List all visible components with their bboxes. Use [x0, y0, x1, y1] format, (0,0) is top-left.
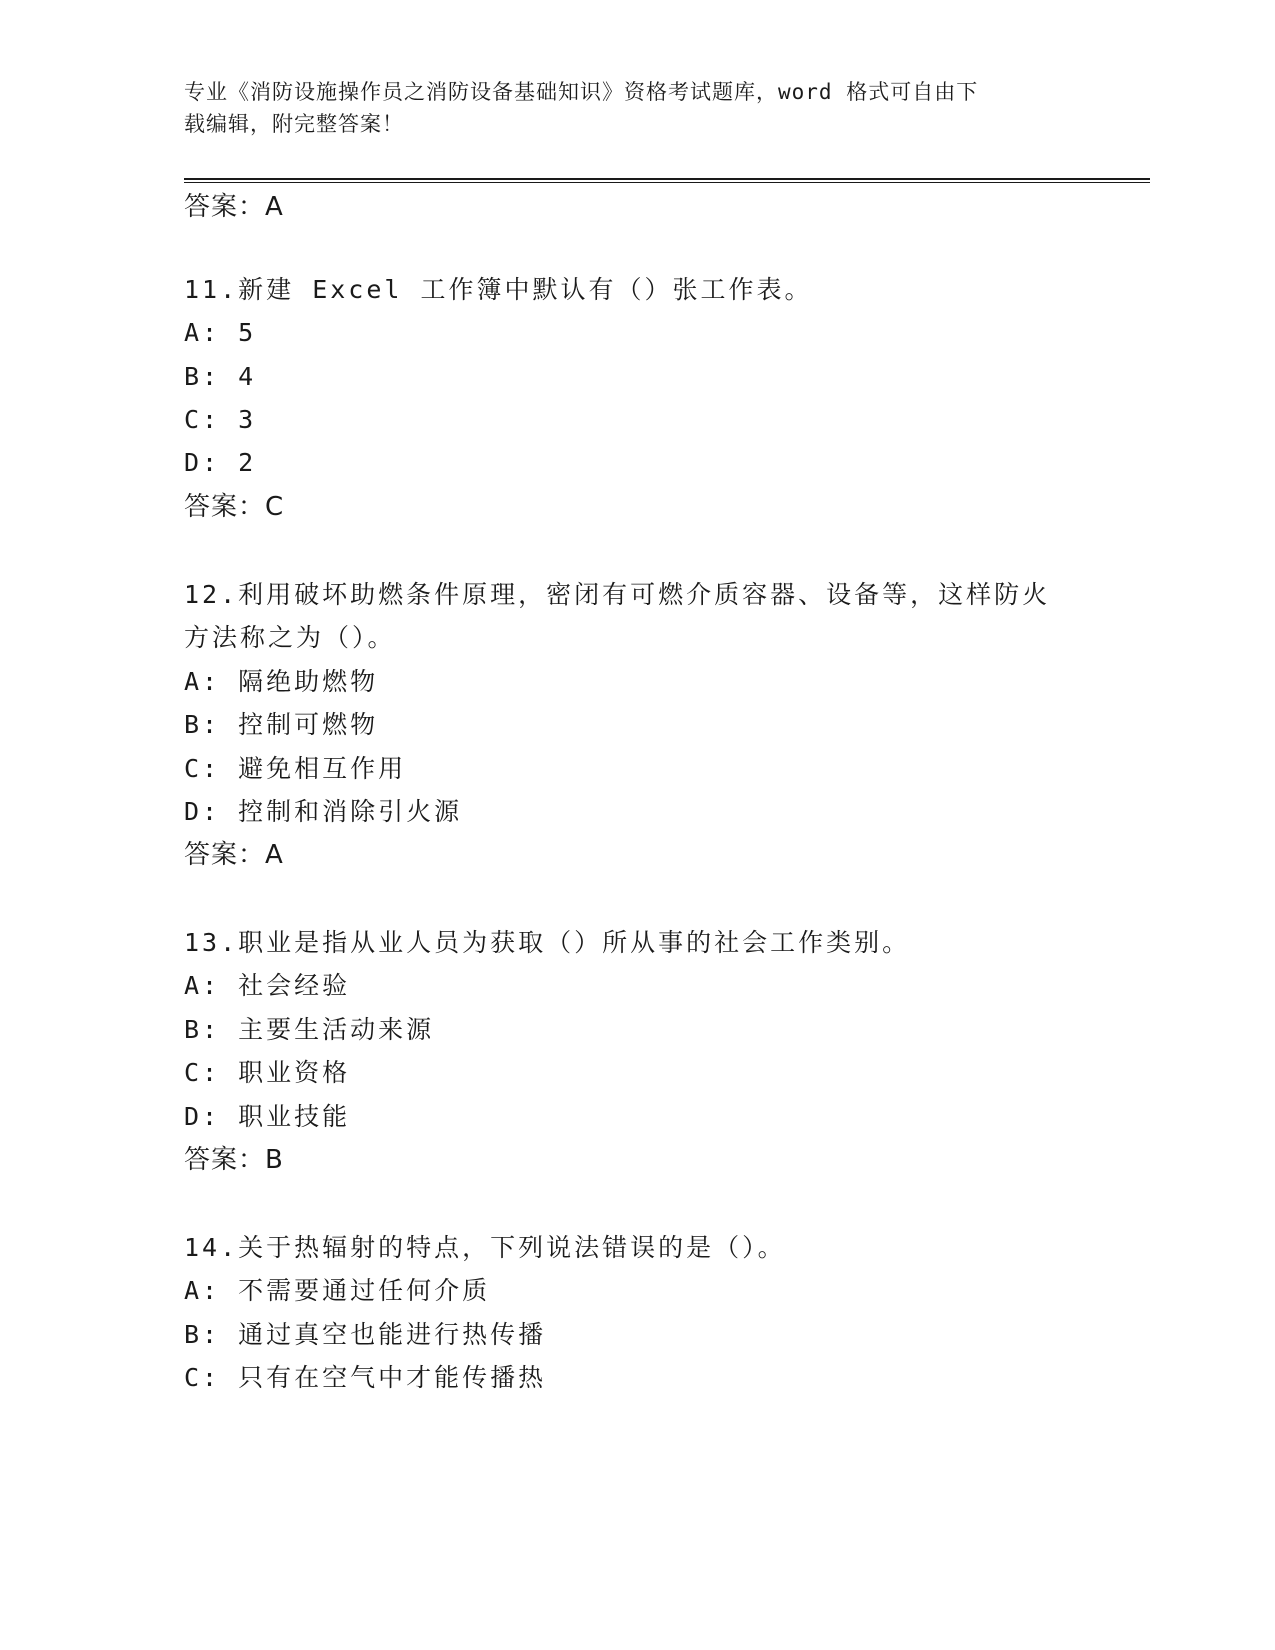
header-line-1: 专业《消防设施操作员之消防设备基础知识》资格考试题库，word 格式可自由下 — [184, 80, 979, 104]
question-12-option-b: B: 控制可燃物 — [184, 710, 379, 739]
question-12-option-d: D: 控制和消除引火源 — [184, 797, 463, 826]
header-divider-thick — [184, 178, 1150, 180]
question-12-stem-line-2: 方法称之为（）。 — [184, 623, 396, 652]
question-13-option-a: A: 社会经验 — [184, 971, 351, 1000]
question-13-option-b: B: 主要生活动来源 — [184, 1015, 435, 1044]
question-13-option-d: D: 职业技能 — [184, 1102, 351, 1131]
question-12-stem-line-1: 12.利用破坏助燃条件原理，密闭有可燃介质容器、设备等，这样防火 — [184, 580, 1051, 609]
question-11-option-c: C: 3 — [184, 405, 257, 434]
question-14-option-c: C: 只有在空气中才能传播热 — [184, 1363, 547, 1392]
question-14-stem: 14.关于热辐射的特点，下列说法错误的是（）。 — [184, 1233, 786, 1262]
answer-line: 答案：A — [184, 192, 284, 222]
question-12-option-a: A: 隔绝助燃物 — [184, 667, 379, 696]
question-11-option-b: B: 4 — [184, 362, 257, 391]
question-12-answer: 答案：A — [184, 840, 284, 870]
question-14-option-b: B: 通过真空也能进行热传播 — [184, 1320, 547, 1349]
header-line-2: 载编辑，附完整答案！ — [184, 112, 404, 136]
question-13-answer: 答案：B — [184, 1145, 284, 1175]
question-11-option-a: A: 5 — [184, 318, 257, 347]
question-11-option-d: D: 2 — [184, 448, 257, 477]
question-11-stem: 11.新建 Excel 工作簿中默认有（）张工作表。 — [184, 275, 813, 304]
question-13-stem: 13.职业是指从业人员为获取（）所从事的社会工作类别。 — [184, 928, 911, 957]
document-header — [184, 76, 1064, 140]
question-14-option-a: A: 不需要通过任何介质 — [184, 1276, 491, 1305]
question-13-option-c: C: 职业资格 — [184, 1058, 351, 1087]
question-12-option-c: C: 避免相互作用 — [184, 754, 407, 783]
header-divider-thin — [184, 182, 1150, 183]
question-11-answer: 答案：C — [184, 492, 285, 522]
